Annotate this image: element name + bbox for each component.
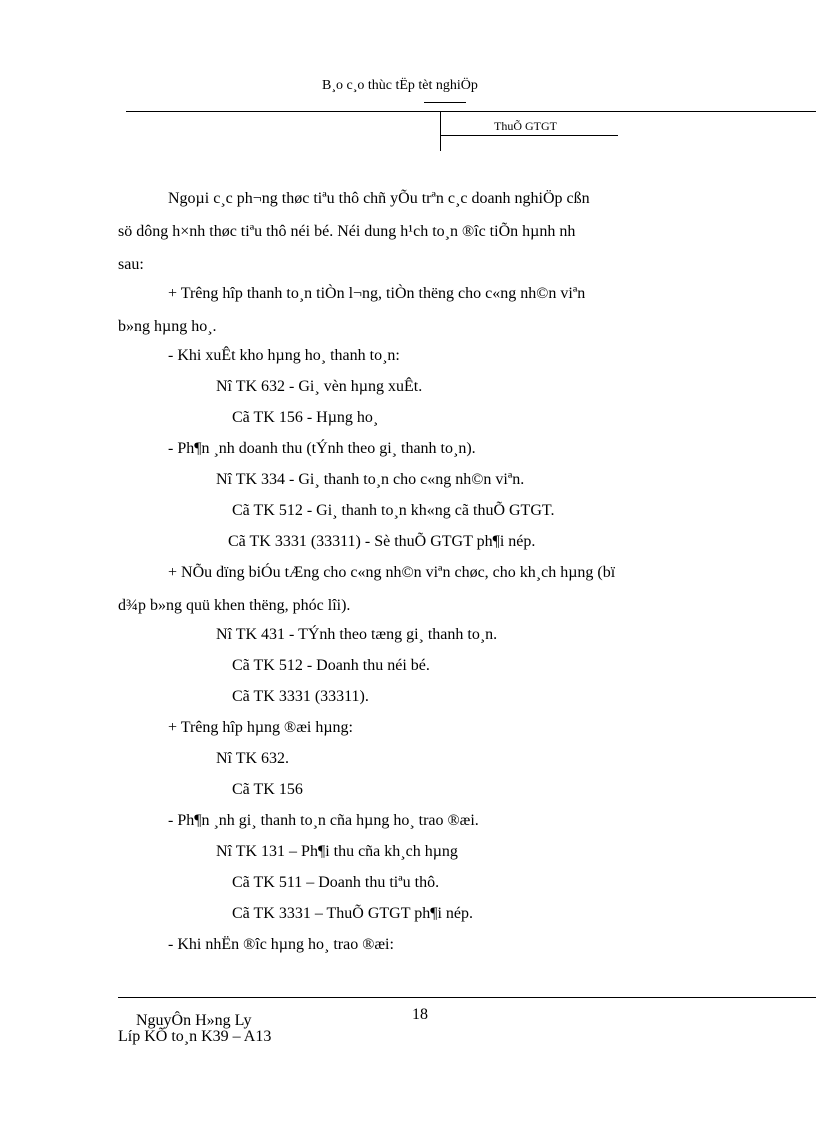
body-line: Cã TK 3331 (33311). [232, 688, 369, 705]
header-rule [126, 111, 816, 112]
footer-rule [118, 997, 816, 998]
body-line: d¾p b»ng quü khen thëng, phóc lîi). [118, 597, 351, 614]
page-number: 18 [412, 1006, 428, 1023]
header-title: B¸o c¸o thùc tËp tèt nghiÖp [322, 78, 478, 93]
header-subtitle: ThuÕ GTGT [494, 119, 557, 133]
body-line: Cã TK 512 - Doanh thu néi bé. [232, 657, 430, 674]
body-line: Nî TK 334 - Gi¸ thanh to¸n cho c«ng nh©n viªn. [216, 471, 525, 488]
body-line: Cã TK 156 - Hµng ho¸ [232, 409, 379, 426]
footer-author: NguyÔn H»ng Ly [136, 1012, 252, 1029]
body-line: Cã TK 3331 – ThuÕ GTGT ph¶i nép. [232, 905, 474, 922]
body-line: + Trêng hîp hµng ®æi hµng: [168, 719, 353, 736]
body-line: + Trêng hîp thanh to¸n tiÒn l¬ng, tiÒn thëng cho c«ng nh©n viªn [168, 285, 586, 302]
footer-class: Líp KÕ to¸n K39 – A13 [118, 1028, 272, 1045]
header-subtitle-underline [440, 135, 618, 136]
body-line: - Khi xuÊt kho hµng ho¸ thanh to¸n: [168, 347, 400, 364]
body-line: b»ng hµng ho¸. [118, 318, 217, 335]
body-line: sau: [118, 256, 144, 273]
body-line: - Ph¶n ¸nh gi¸ thanh to¸n cña hµng ho¸ trao ®æi. [168, 812, 479, 829]
body-line: Nî TK 431 - TÝnh theo tæng gi¸ thanh to¸n. [216, 626, 498, 643]
body-line: sö dông h×nh thøc tiªu thô néi bé. Néi dung h¹ch to¸n ®îc tiÕn hµnh nh [118, 223, 576, 240]
body-line: Ngoµi c¸c ph¬ng thøc tiªu thô chñ yÕu trªn c¸c doanh nghiÖp cßn [168, 190, 590, 207]
body-line: - Ph¶n ¸nh doanh thu (tÝnh theo gi¸ thanh to¸n). [168, 440, 476, 457]
body-line: Nî TK 632 - Gi¸ vèn hµng xuÊt. [216, 378, 423, 395]
body-line: Nî TK 632. [216, 750, 290, 767]
header-title-underline [424, 102, 466, 103]
header-divider [440, 111, 441, 151]
body-line: Cã TK 3331 (33311) - Sè thuÕ GTGT ph¶i nép. [228, 533, 536, 550]
body-line: Cã TK 156 [232, 781, 303, 798]
body-line: - Khi nhËn ®îc hµng ho¸ trao ®æi: [168, 936, 394, 953]
body-line: Nî TK 131 – Ph¶i thu cña kh¸ch hµng [216, 843, 458, 860]
body-line: Cã TK 511 – Doanh thu tiªu thô. [232, 874, 440, 891]
body-line: + NÕu dïng biÓu tÆng cho c«ng nh©n viªn chøc, cho kh¸ch hµng (bï [168, 564, 616, 581]
body-line: Cã TK 512 - Gi¸ thanh to¸n kh«ng cã thuÕ GTGT. [232, 502, 555, 519]
